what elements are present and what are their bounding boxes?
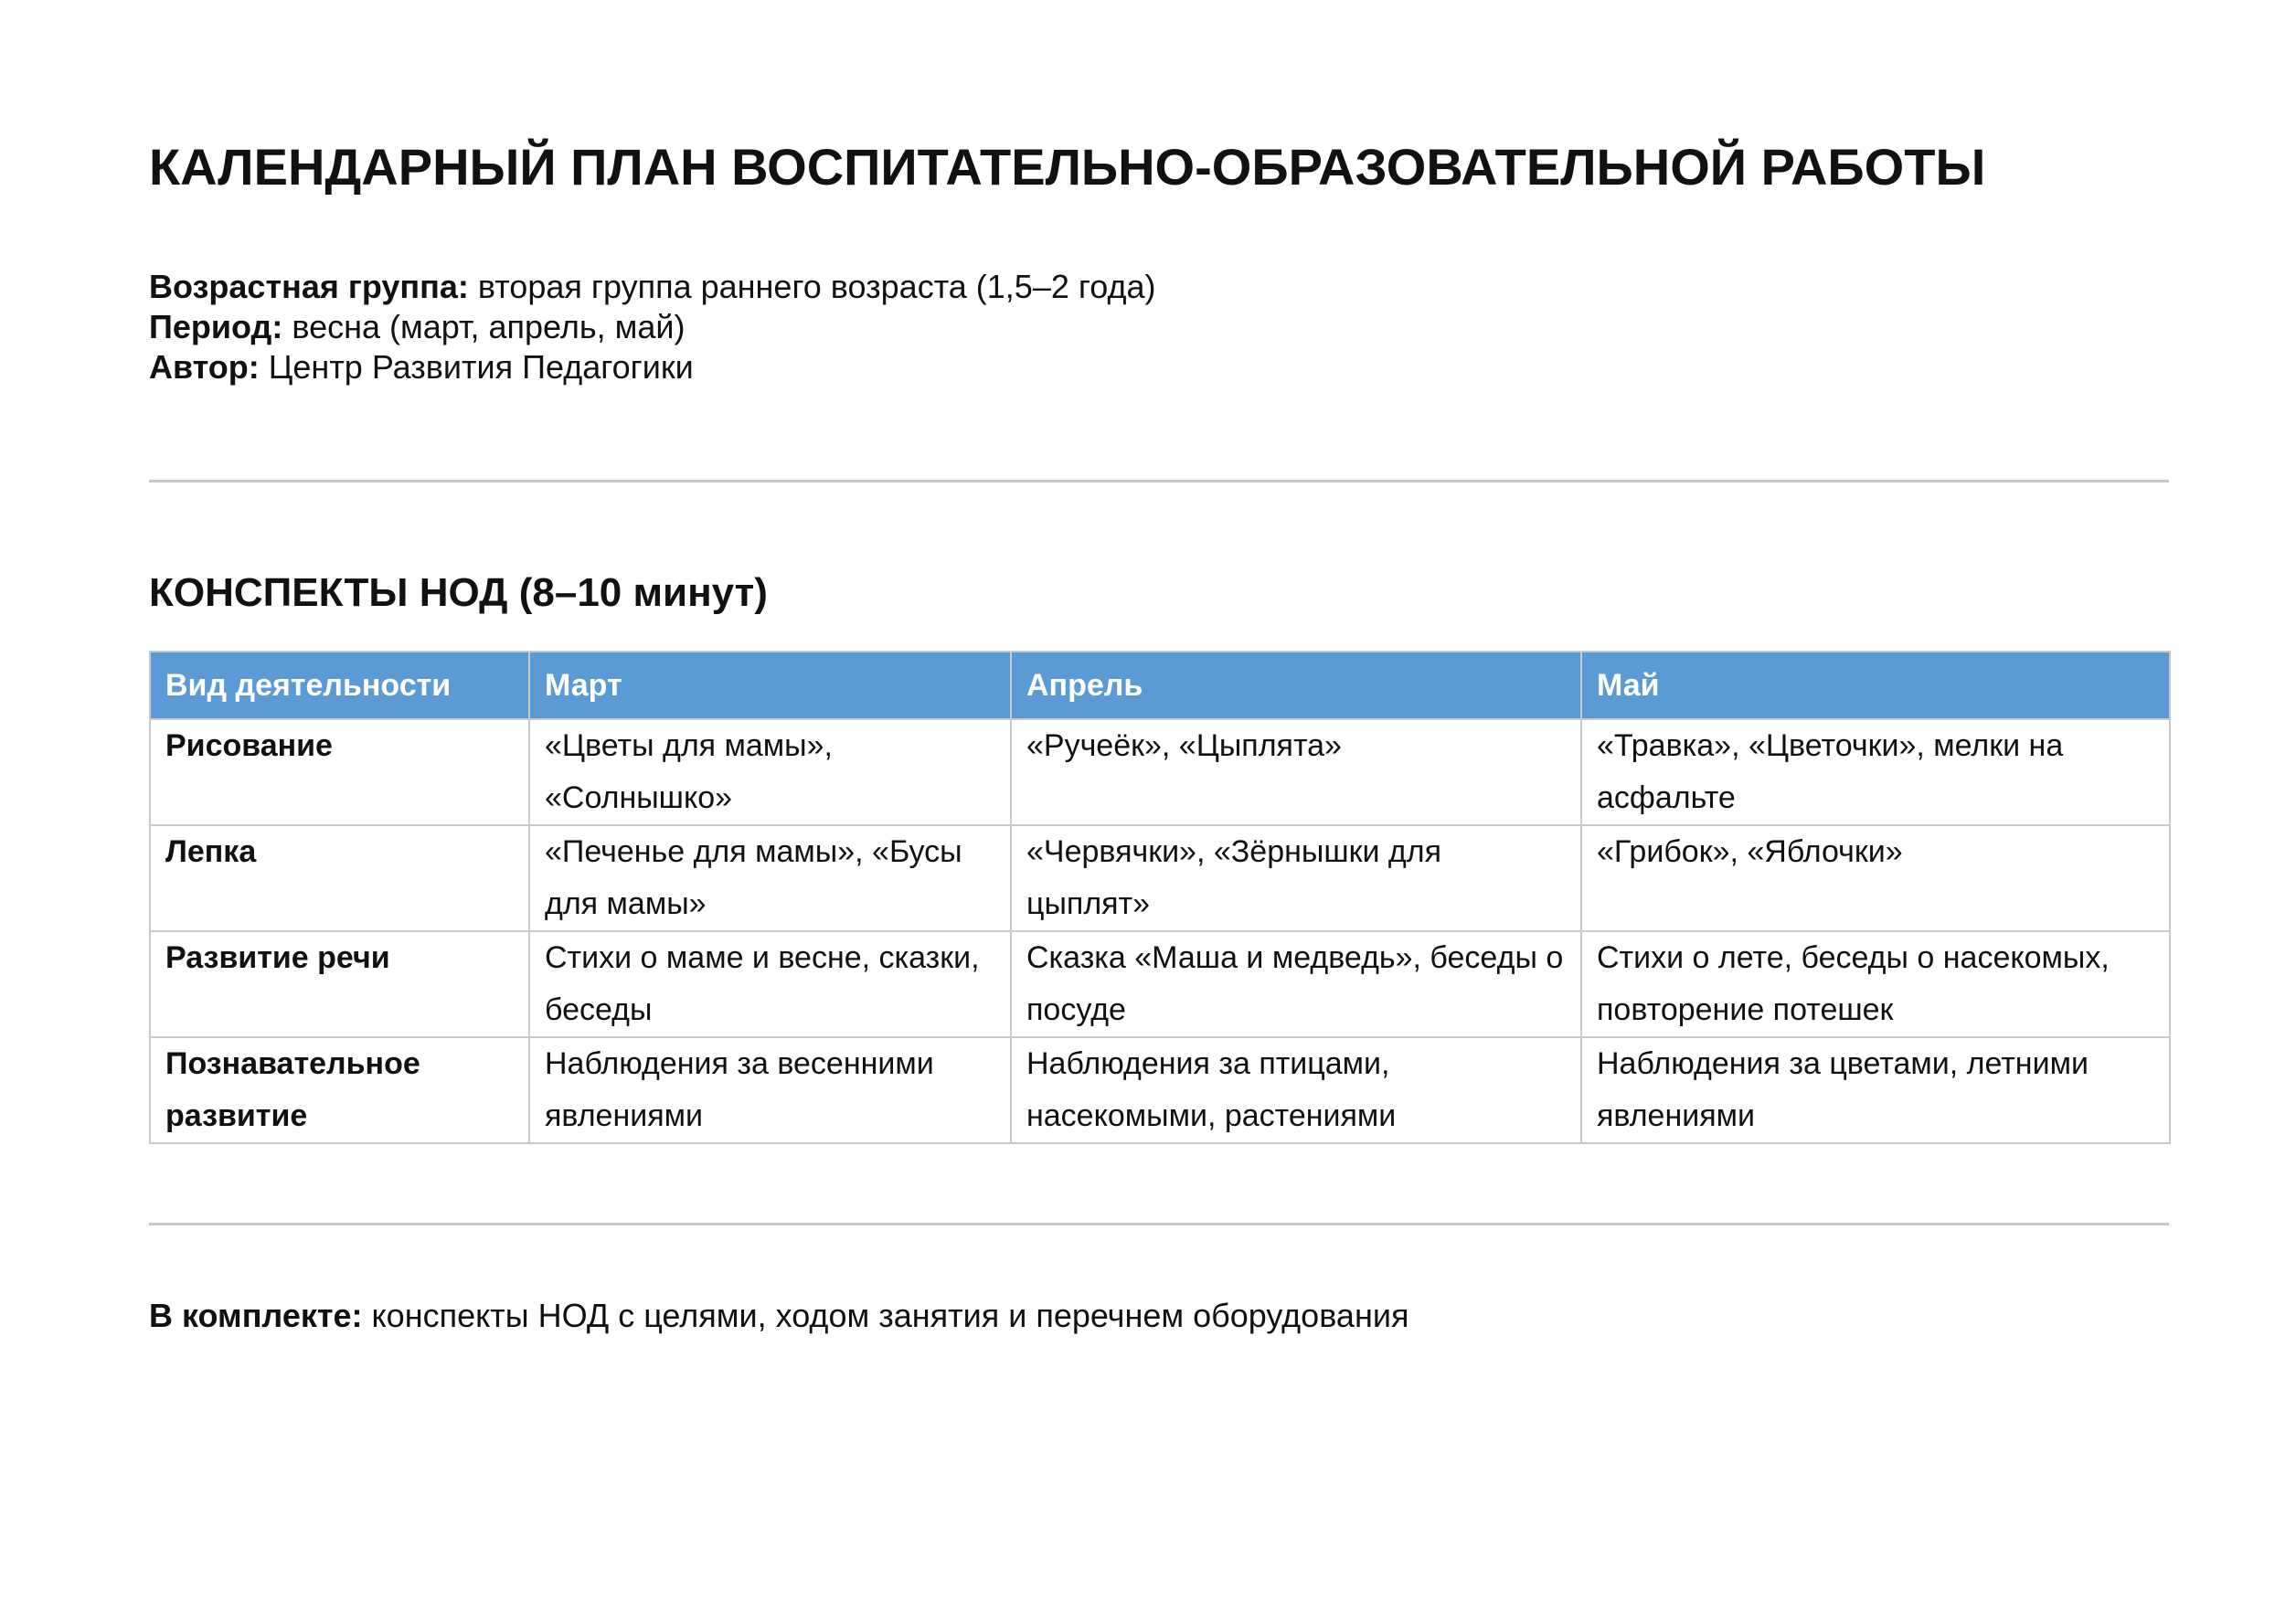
column-header-march: Март xyxy=(529,652,1011,719)
table-row xyxy=(150,825,2170,931)
meta-label: Возрастная группа: xyxy=(149,268,469,305)
column-header-activity: Вид деятельности xyxy=(150,652,529,719)
document-title: КАЛЕНДАРНЫЙ ПЛАН ВОСПИТАТЕЛЬНО-ОБРАЗОВАТЕЛЬНОЙ РАБОТЫ xyxy=(149,138,1986,196)
may-cell: Стихи о лете, беседы о насекомых, повторение потешек xyxy=(1581,931,2170,1037)
table-header-row xyxy=(150,652,2170,719)
meta-period xyxy=(149,307,1155,347)
april-cell: Наблюдения за птицами, насекомыми, растениями xyxy=(1011,1037,1581,1143)
march-cell: «Печенье для мамы», «Бусы для мамы» xyxy=(529,825,1011,931)
meta-value: весна (март, апрель, май) xyxy=(282,308,686,345)
activity-cell: Рисование xyxy=(150,719,529,825)
divider xyxy=(149,1223,2169,1225)
meta-age-group xyxy=(149,267,1155,307)
meta-label: Период: xyxy=(149,308,283,345)
table-row xyxy=(150,931,2170,1037)
meta-value: Центр Развития Педагогики xyxy=(259,348,694,386)
activity-cell: Развитие речи xyxy=(150,931,529,1037)
meta-author xyxy=(149,347,1155,387)
column-header-april: Апрель xyxy=(1011,652,1581,719)
april-cell: «Червячки», «Зёрнышки для цыплят» xyxy=(1011,825,1581,931)
column-header-may: Май xyxy=(1581,652,2170,719)
section-title: КОНСПЕКТЫ НОД (8–10 минут) xyxy=(149,570,768,615)
activity-cell: Познавательное развитие xyxy=(150,1037,529,1143)
divider xyxy=(149,480,2169,483)
activity-plan-table xyxy=(149,651,2171,1144)
table-row xyxy=(150,1037,2170,1143)
meta-value: вторая группа раннего возраста (1,5–2 года) xyxy=(468,268,1156,305)
march-cell: «Цветы для мамы», «Солнышко» xyxy=(529,719,1011,825)
may-cell: «Травка», «Цветочки», мелки на асфальте xyxy=(1581,719,2170,825)
document-meta xyxy=(149,267,1155,387)
march-cell: Наблюдения за весенними явлениями xyxy=(529,1037,1011,1143)
may-cell: Наблюдения за цветами, летними явлениями xyxy=(1581,1037,2170,1143)
april-cell: Сказка «Маша и медведь», беседы о посуде xyxy=(1011,931,1581,1037)
april-cell: «Ручеёк», «Цыплята» xyxy=(1011,719,1581,825)
table-row xyxy=(150,719,2170,825)
activity-cell: Лепка xyxy=(150,825,529,931)
meta-label: Автор: xyxy=(149,348,260,386)
footer-value: конспекты НОД с целями, ходом занятия и перечнем оборудования xyxy=(362,1297,1409,1334)
footer-label: В комплекте: xyxy=(149,1297,363,1334)
kit-contents-note xyxy=(149,1296,1408,1336)
march-cell: Стихи о маме и весне, сказки, беседы xyxy=(529,931,1011,1037)
may-cell: «Грибок», «Яблочки» xyxy=(1581,825,2170,931)
